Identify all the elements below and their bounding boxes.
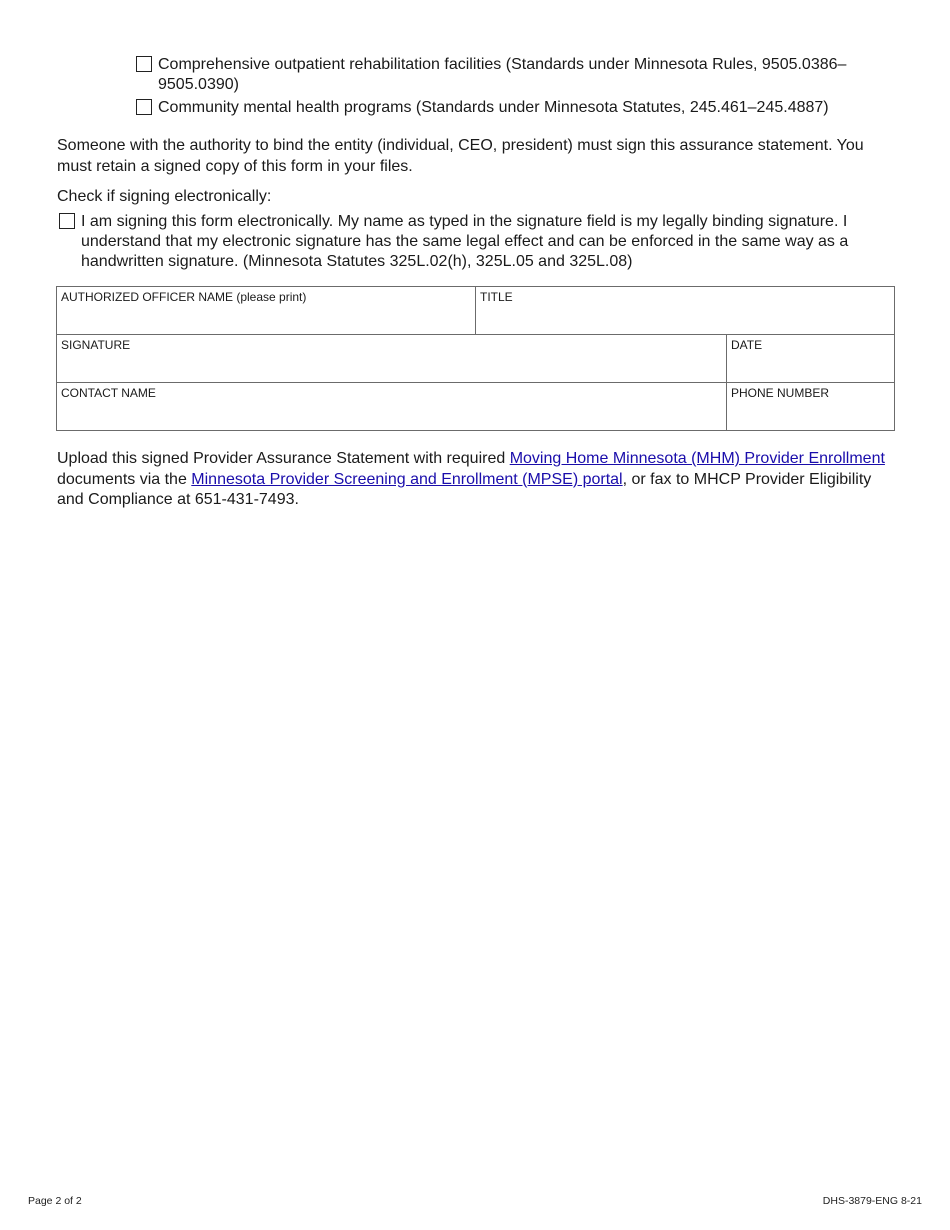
electronic-heading: Check if signing electronically: (57, 188, 272, 205)
electronic-signature-checkbox[interactable] (59, 213, 75, 229)
title-label: TITLE (480, 290, 513, 304)
corf-checkbox-label: Comprehensive outpatient rehabilitation facilities (Standards under Minnesota Rules, 9505.0386–9505.0390) (158, 56, 847, 93)
form-id: DHS-3879-ENG 8-21 (822, 1195, 922, 1207)
mpse-portal-link[interactable]: Minnesota Provider Screening and Enrollment (MPSE) portal (191, 470, 623, 488)
officer-name-field[interactable] (57, 287, 476, 335)
contact-name-field[interactable] (57, 383, 727, 431)
contact-name-label: CONTACT NAME (61, 386, 156, 400)
corf-checkbox[interactable] (136, 56, 152, 72)
checkbox-row-cmhp[interactable] (136, 98, 876, 118)
checkbox-row-electronic[interactable] (59, 212, 869, 272)
date-field[interactable] (727, 335, 895, 383)
electronic-signature-label: I am signing this form electronically. My name as typed in the signature field is my legally binding signature. I understand that my electronic signature has the same legal effect and can be enforced in the same way as a handwritten signature. (Minnesota Statutes 325L.02(h), 325L.05 and 325L.08) (81, 213, 849, 270)
upload-instructions (57, 449, 902, 511)
cmhp-checkbox-label: Community mental health programs (Standards under Minnesota Statutes, 245.461–245.4887) (158, 99, 829, 116)
phone-number-label: PHONE NUMBER (731, 386, 830, 400)
phone-number-field[interactable] (727, 383, 895, 431)
signature-field[interactable] (57, 335, 727, 383)
title-field[interactable] (476, 287, 895, 335)
mhm-enrollment-link[interactable]: Moving Home Minnesota (MHM) Provider Enrollment (509, 450, 885, 467)
page-number: Page 2 of 2 (28, 1195, 82, 1207)
cmhp-checkbox[interactable] (136, 99, 152, 115)
upload-text-1: Upload this signed Provider Assurance Statement with required (57, 450, 510, 467)
signature-label: SIGNATURE (61, 338, 131, 352)
authority-statement: Someone with the authority to bind the entity (individual, CEO, president) must sign this assurance statement. You must retain a signed copy of this form in your files. (57, 137, 864, 175)
officer-name-label: AUTHORIZED OFFICER NAME (please print) (61, 290, 307, 304)
checkbox-row-corf[interactable] (136, 55, 866, 95)
signature-table (56, 286, 895, 431)
date-label: DATE (731, 338, 763, 352)
upload-text-3: , or fax to MHCP Provider Eligibility and Compliance at 651-431-7493. (57, 470, 872, 508)
upload-text-2: documents via the (57, 470, 192, 488)
